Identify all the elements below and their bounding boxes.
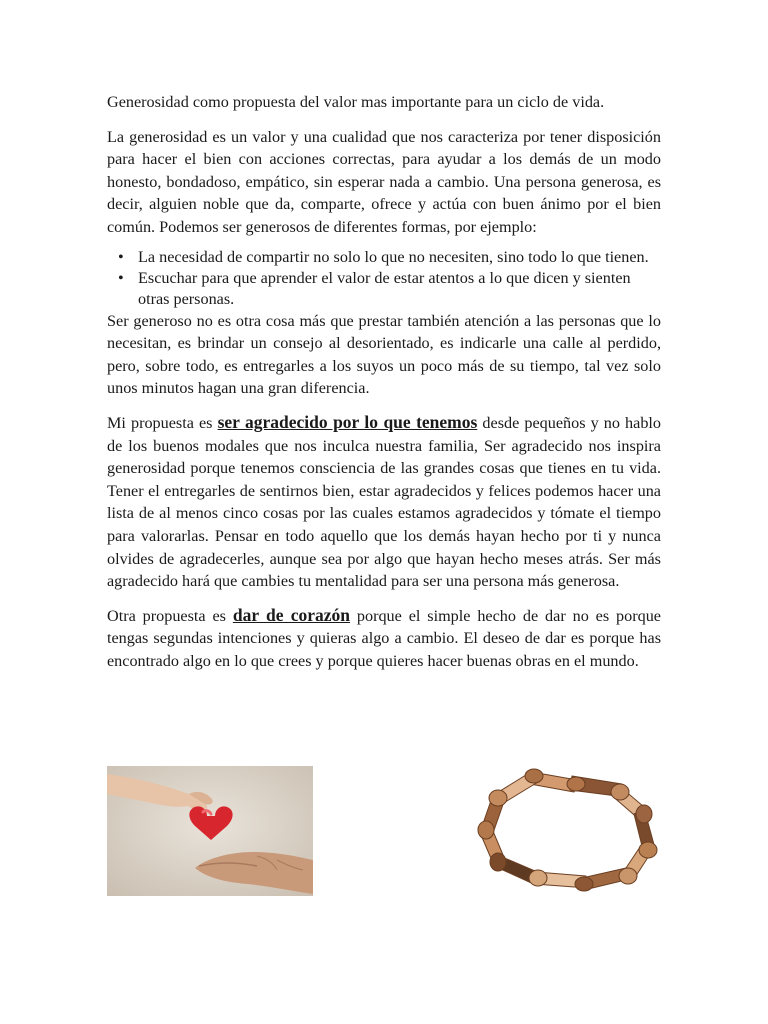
- text-run: Mi propuesta es: [107, 413, 218, 432]
- highlight-phrase: ser agradecido por lo que tenemos: [217, 411, 478, 432]
- paragraph-proposal-2: [107, 604, 661, 673]
- hands-giving-heart-photo: [107, 766, 313, 896]
- text-run: Otra propuesta es: [107, 606, 233, 625]
- document-page: [107, 91, 661, 672]
- paragraph-intro: La generosidad es un valor y una cualidad que nos caracteriza por tener disposición para hacer el bien con acciones correctas, para ayudar a los demás de un modo honesto, bondadoso, empático, sin esperar nada a cambio. Una persona generosa, es decir, alguien noble que da, comparte, ofrece y actúa con buen ánimo por el bien común. Podemos ser generosos de diferentes formas, por ejemplo:: [107, 127, 661, 236]
- text-run: desde pequeños y no hablo de los buenos modales que nos inculca nuestra familia, Ser agradecido nos inspira generosidad porque tenemos consciencia de las grandes cosas que tienes en tu vida. Tener el entregarles de sentirnos bien, estar agradecidos y felices podemos hacer una lista de al menos cinco cosas por las cuales estamos agradecidos y tómate el tiempo para valorarlas. Pensar en todo aquello que los demás hayan hecho por ti y nunca olvides de agradecerles, aunque sea por algo que hayan hecho meses atrás. Ser más agradecido hará que cambies tu mentalidad para ser una persona más generosa.: [107, 413, 661, 591]
- list-item: • Escuchar para que aprender el valor de estar atentos a lo que dicen y sienten otras personas.: [138, 268, 661, 310]
- circle-of-linked-hands-photo: [472, 762, 662, 898]
- list-item: • La necesidad de compartir no solo lo que no necesiten, sino todo lo que tienen.: [138, 247, 661, 268]
- bullet-list: [107, 247, 661, 310]
- document-title: Generosidad como propuesta del valor mas importante para un ciclo de vida.: [107, 93, 605, 111]
- text-run: porque el simple hecho de dar no es porque tengas segundas intenciones y quieras algo a cambio. El deseo de dar es porque has encontrado algo en lo que crees y porque quieres hacer buenas obras en el mundo.: [107, 606, 661, 670]
- highlight-phrase: dar de corazón: [232, 604, 350, 625]
- paragraph-proposal-1: [107, 411, 661, 593]
- paragraph-generous: Ser generoso no es otra cosa más que prestar también atención a las personas que lo necesitan, es brindar un consejo al desorientado, es indicarle una calle al perdido, pero, sobre todo, es entregarles a los suyos un poco más de su tiempo, tal vez solo unos minutos hagan una gran diferencia.: [107, 311, 661, 398]
